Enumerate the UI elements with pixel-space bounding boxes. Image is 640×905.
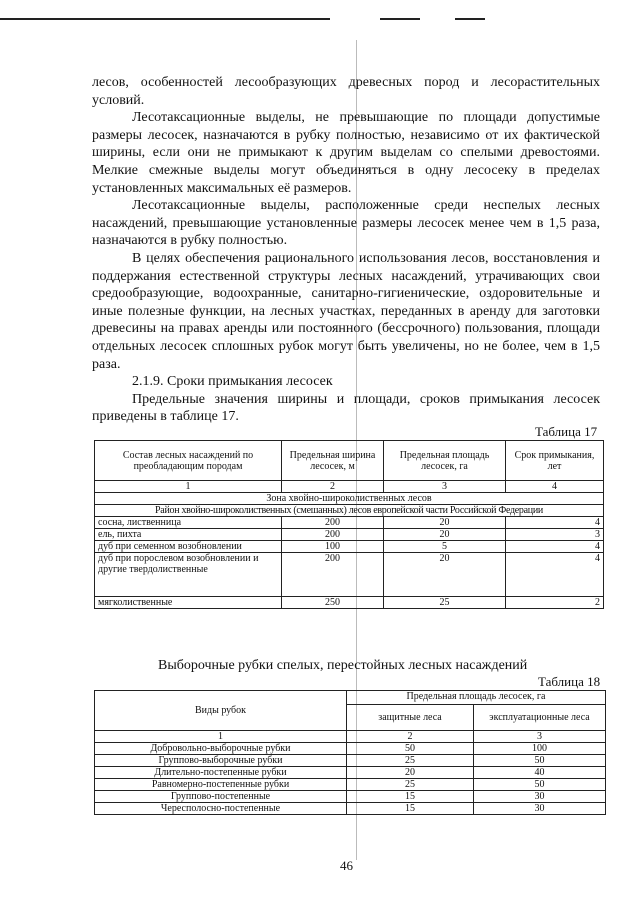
table17-species: дуб при порослевом возобновлении и другие твердолиственные	[95, 553, 282, 597]
table17-term: 4	[506, 541, 604, 553]
table18-header-exploit: эксплуатационные леса	[474, 705, 606, 731]
table17-header-area: Предельная площадь лесосек, га	[384, 441, 506, 481]
table18-exploit: 50	[474, 779, 606, 791]
table18-protect: 50	[347, 743, 474, 755]
table17-caption: Таблица 17	[535, 424, 598, 439]
table-row	[95, 553, 604, 597]
table-17	[94, 440, 604, 609]
table17-term: 4	[506, 553, 604, 597]
table17-width: 250	[282, 597, 384, 609]
table17-number: 1	[95, 481, 282, 493]
table17-area: 20	[384, 517, 506, 529]
table-18	[94, 690, 606, 815]
table18-exploit: 50	[474, 755, 606, 767]
table18-kind: Равномерно-постепенные рубки	[95, 779, 347, 791]
scan-artifact-line	[380, 18, 420, 20]
table18-caption: Таблица 18	[538, 674, 601, 689]
table18-header-group: Предельная площадь лесосек, га	[347, 691, 606, 705]
table18-heading: Выборочные рубки спелых, перестойных лесных насаждений	[158, 658, 528, 673]
table18-kind: Чересполосно-постепенные	[95, 803, 347, 815]
table17-term: 4	[506, 517, 604, 529]
table18-protect: 25	[347, 755, 474, 767]
table17-width: 100	[282, 541, 384, 553]
paragraph-3: Лесотаксационные выделы, расположенные среди неспелых лесных насаждений, превышающие установленные размеры лесосек менее чем в 1,5 раза, назначаются в рубку полностью.	[92, 198, 600, 249]
table18-number: 3	[474, 731, 606, 743]
table17-area: 25	[384, 597, 506, 609]
table-row	[95, 779, 606, 791]
table18-kind: Группово-выборочные рубки	[95, 755, 347, 767]
table17-species: дуб при семенном возобновлении	[95, 541, 282, 553]
table18-exploit: 40	[474, 767, 606, 779]
table17-zone: Зона хвойно-широколиственных лесов	[95, 493, 604, 505]
table17-area: 20	[384, 553, 506, 597]
table18-protect: 20	[347, 767, 474, 779]
section-heading: 2.1.9. Сроки примыкания лесосек	[132, 374, 333, 390]
table17-header-term: Срок примыкания, лет	[506, 441, 604, 481]
table18-kind: Группово-постепенные	[95, 791, 347, 803]
table-row	[95, 529, 604, 541]
table-row	[95, 517, 604, 529]
body-text	[92, 74, 600, 426]
table18-protect: 25	[347, 779, 474, 791]
table17-region: Район хвойно-широколиственных (смешанных) лесов европейской части Российской Федерации	[95, 505, 604, 517]
table18-number: 1	[95, 731, 347, 743]
table17-number: 3	[384, 481, 506, 493]
table-row	[95, 767, 606, 779]
table17-species: ель, пихта	[95, 529, 282, 541]
table17-term: 3	[506, 529, 604, 541]
table18-exploit: 30	[474, 791, 606, 803]
table-row	[95, 791, 606, 803]
table17-area: 5	[384, 541, 506, 553]
paragraph-5: Предельные значения ширины и площади, сроков примыкания лесосек приведены в таблице 17.	[92, 391, 600, 425]
table18-exploit: 30	[474, 803, 606, 815]
table17-number: 2	[282, 481, 384, 493]
table18-header-protect: защитные леса	[347, 705, 474, 731]
table18-kind: Длительно-постепенные рубки	[95, 767, 347, 779]
table17-width: 200	[282, 517, 384, 529]
table18-protect: 15	[347, 791, 474, 803]
table-row	[95, 597, 604, 609]
table17-species: мягколиственные	[95, 597, 282, 609]
paragraph-4: В целях обеспечения рационального использования лесов, восстановления и поддержания естественной структуры лесных насаждений, утрачивающих свои средообразующие, водоохранные, санитарно-гигиенические, оздоровительные и иные полезные функции, на лесных участках, переданных в аренду для заготовки древесины на правах аренды или постоянного (бессрочного) пользования, площади отдельных лесосек сплошных рубок могут быть увеличены, но не более, чем в 1,5 раза.	[92, 250, 600, 372]
table18-kind: Добровольно-выборочные рубки	[95, 743, 347, 755]
scan-artifact-line	[0, 18, 330, 20]
paragraph-1: лесов, особенностей лесообразующих древесных пород и лесорастительных условий.	[92, 75, 600, 108]
table-row	[95, 755, 606, 767]
table18-protect: 15	[347, 803, 474, 815]
table-row	[95, 743, 606, 755]
table18-header-kind: Виды рубок	[95, 691, 347, 731]
table17-header-composition: Состав лесных насаждений по преобладающим породам	[95, 441, 282, 481]
scan-artifact-line	[455, 18, 485, 20]
table18-number: 2	[347, 731, 474, 743]
table17-species: сосна, лиственница	[95, 517, 282, 529]
table17-number: 4	[506, 481, 604, 493]
table17-header-width: Предельная ширина лесосек, м	[282, 441, 384, 481]
table17-width: 200	[282, 529, 384, 541]
table17-term: 2	[506, 597, 604, 609]
table17-width: 200	[282, 553, 384, 597]
table17-area: 20	[384, 529, 506, 541]
paragraph-2: Лесотаксационные выделы, не превышающие по площади допустимые размеры лесосек, назначаются в рубку полностью, независимо от их фактической ширины, если они не примыкают к другим выделам со спелыми древостоями. Мелкие смежные выделы могут объединяться в одну лесосеку в пределах установленных максимальных её размеров.	[92, 110, 600, 196]
table18-exploit: 100	[474, 743, 606, 755]
table-row	[95, 803, 606, 815]
table-row	[95, 541, 604, 553]
page-number: 46	[340, 858, 353, 873]
